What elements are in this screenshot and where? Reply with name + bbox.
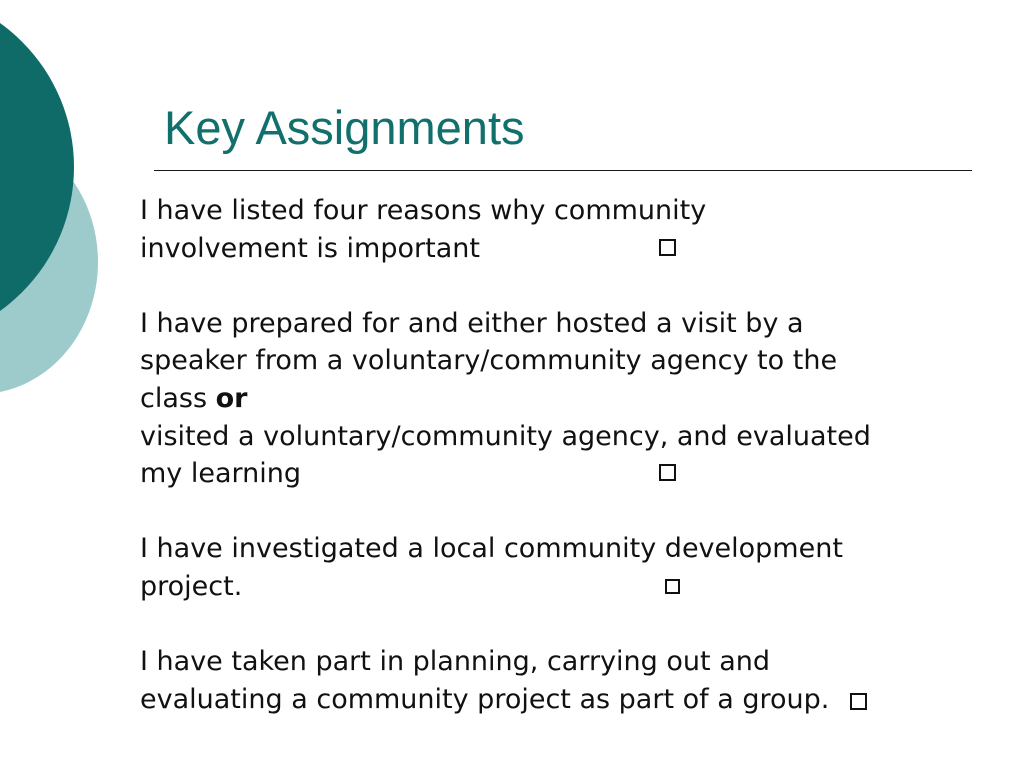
assignment-text-line: I have investigated a local community development: [140, 533, 843, 565]
assignment-text-line: I have taken part in planning, carrying out and: [140, 646, 770, 678]
assignment-text: class: [140, 382, 208, 414]
checkbox-icon[interactable]: [665, 579, 680, 594]
assignment-text-line: [140, 455, 1000, 493]
checkbox-icon[interactable]: [850, 693, 867, 710]
emphasis-or: or: [215, 382, 248, 414]
assignment-text-line: visited a voluntary/community agency, and evaluated: [140, 420, 871, 452]
spacer: [140, 493, 1000, 531]
assignment-text-line: I have listed four reasons why community: [140, 195, 707, 226]
assignment-text: involvement is important: [140, 232, 480, 264]
assignment-text-line: I have prepared for and either hosted a visit by a: [140, 307, 804, 339]
checkbox-icon[interactable]: [659, 464, 676, 481]
assignment-item: [140, 305, 1000, 493]
assignment-text-line: [140, 681, 1000, 719]
assignment-item: [140, 192, 1000, 267]
assignment-item: [140, 530, 1000, 605]
assignment-list: [140, 192, 1000, 718]
assignment-text-line: [140, 568, 1000, 606]
assignment-text-line: speaker from a voluntary/community agency to the: [140, 345, 838, 377]
assignment-text: project.: [140, 570, 243, 602]
assignment-item: [140, 643, 1000, 718]
title-divider: [154, 170, 972, 171]
checkbox-icon[interactable]: [659, 239, 676, 256]
assignment-text: evaluating a community project as part of a group.: [140, 683, 830, 715]
spacer: [140, 606, 1000, 644]
assignment-text-line: [140, 380, 1000, 418]
spacer: [140, 267, 1000, 305]
assignment-text: my learning: [140, 458, 302, 490]
slide-title: Key Assignments: [164, 101, 525, 154]
assignment-text-line: [140, 230, 1000, 268]
